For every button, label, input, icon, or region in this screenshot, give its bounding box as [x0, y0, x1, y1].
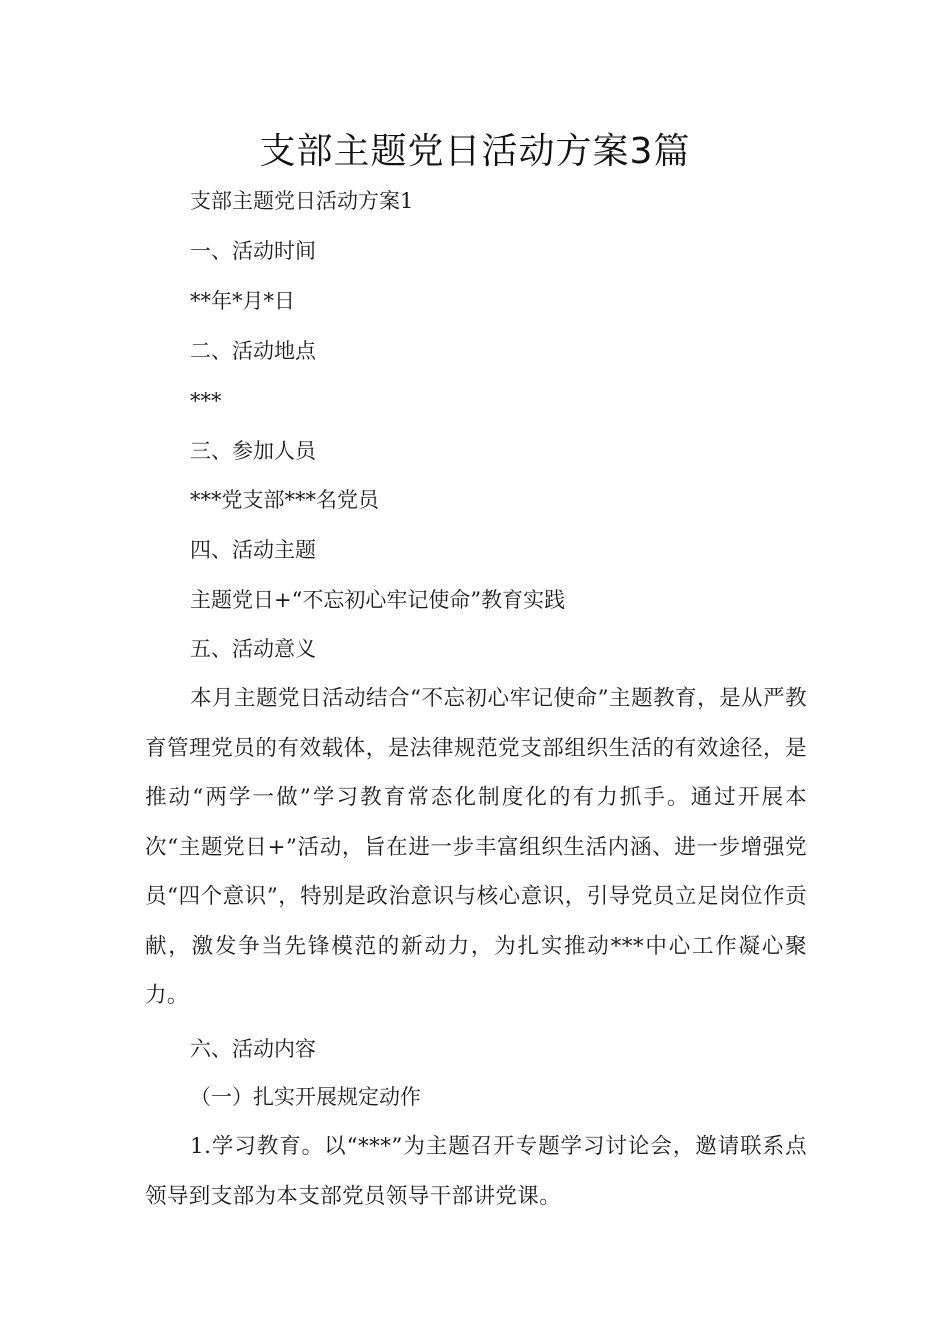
section-value-time: **年*月*日: [190, 289, 295, 313]
meaning-paragraph: 本月主题党日活动结合“不忘初心牢记使命”主题教育，是从严教育管理党员的有效载体，是法律规范党支部组织生活的有效途径，是推动“两学一做”学习教育常态化制度化的有力抓手。通过开展本次“主题党日+”活动，旨在进一步丰富组织生活内涵、进一步增强党员“四个意识”，特别是政治意识与核心意识，引导党员立足岗位作贡献，激发争当先锋模范的新动力，为扎实推动***中心工作凝心聚力。: [145, 686, 807, 1008]
section-heading-meaning: 五、活动意义: [190, 637, 316, 661]
document-title: 支部主题党日活动方案3篇: [259, 131, 691, 172]
section-heading-time: 一、活动时间: [190, 239, 316, 263]
section-heading-content: 六、活动内容: [190, 1037, 316, 1061]
section-value-participants: ***党支部***名党员: [190, 488, 379, 512]
content-item-1: 1.学习教育。以“***”为主题召开专题学习讨论会，邀请联系点领导到支部为本支部党员领导干部讲党课。: [145, 1134, 807, 1209]
content-sub-heading: （一）扎实开展规定动作: [190, 1085, 421, 1109]
section-heading-theme: 四、活动主题: [190, 538, 316, 562]
plan-subtitle: 支部主题党日活动方案1: [190, 189, 414, 213]
section-heading-participants: 三、参加人员: [190, 439, 316, 463]
section-heading-place: 二、活动地点: [190, 339, 316, 363]
section-value-place: ***: [190, 389, 222, 413]
section-value-theme: 主题党日+“不忘初心牢记使命”教育实践: [190, 588, 566, 612]
